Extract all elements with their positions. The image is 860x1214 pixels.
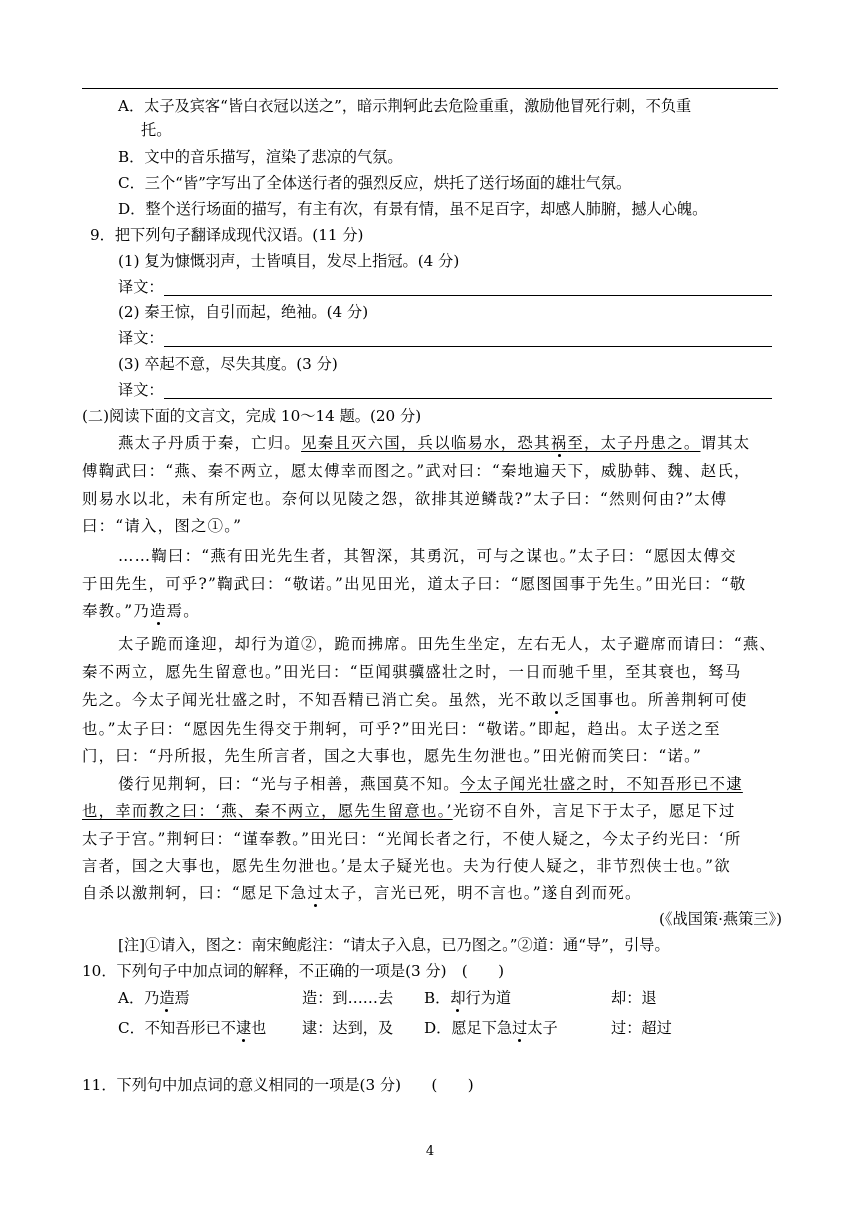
- q10-option-d: D．愿足下急过太子: [424, 1019, 558, 1037]
- q9-answer-blank-3[interactable]: [164, 398, 772, 399]
- q9-sentence-3: (3) 卒起不意，尽失其度。(3 分): [118, 355, 338, 373]
- passage-p4-line3: 太子于宫。”荆轲曰：“谨奉教。”田光曰：“光闻长者之行，不使人疑之，今太子约光曰：‘所: [82, 830, 742, 848]
- passage-p1-line4: 曰：“请入，图之①。”: [82, 517, 243, 535]
- passage-p4-line5: 自杀以激荆轲，曰：“愿足下急过太子，言光已死，明不言也。”遂自刭而死。: [82, 884, 642, 902]
- q9-sentence-1: (1) 复为慷慨羽声，士皆嗔目，发尽上指冠。(4 分): [118, 252, 460, 270]
- passage-p1-line1: 燕太子丹质于秦，亡归。见秦且灭六国，兵以临易水，恐其祸至，太子丹患之。谓其太: [118, 434, 751, 452]
- q10-option-a-gloss: 造：到……去: [302, 989, 394, 1007]
- q9-answer-label-2: 译文：: [118, 329, 164, 347]
- passage-p4-line4: 言者，国之大事也，愿先生勿泄也。’是太子疑光也。夫为行使人疑之，非节烈侠士也。”欲: [82, 857, 731, 875]
- passage-p2-line2: 于田先生，可乎?”鞫武曰：“敬诺。”出见田光，道太子曰：“愿图国事于先生。”田光曰：“敬: [82, 575, 747, 593]
- header-rule: [82, 88, 778, 89]
- q8-option-a-line2: 托。: [141, 121, 172, 139]
- passage-p1-line2: 傅鞫武曰：“燕、秦不两立，愿太傅幸而图之。”武对曰：“秦地遍天下，威胁韩、魏、赵氏，: [82, 462, 751, 480]
- section2-title: (二)阅读下面的文言文，完成 10～14 题。(20 分): [82, 407, 422, 425]
- passage-p3-line3: 先之。今太子闻光壮盛之时，不知吾精已消亡矣。虽然，光不敢以乏国事也。所善荆轲可使: [82, 691, 748, 709]
- q10-option-c: C．不知吾形已不逮也: [118, 1019, 267, 1037]
- q9-sentence-2: (2) 秦王惊，自引而起，绝袖。(4 分): [118, 303, 369, 321]
- passage-p3-line4: 也。”太子曰：“愿因先生得交于荆轲，可乎?”田光曰：“敬诺。”即起，趋出。太子送之至: [82, 720, 721, 738]
- q9-answer-label-3: 译文：: [118, 381, 164, 399]
- passage-p4-line1: 偻行见荆轲，曰：“光与子相善，燕国莫不知。今太子闻光壮盛之时，不知吾形已不逮: [118, 775, 743, 793]
- q8-option-c: C．三个“皆”字写出了全体送行者的强烈反应，烘托了送行场面的雄壮气氛。: [118, 174, 632, 192]
- q10-option-b: B．却行为道: [424, 989, 512, 1007]
- q9-answer-blank-1[interactable]: [164, 295, 772, 296]
- q8-option-b: B．文中的音乐描写，渲染了悲凉的气氛。: [118, 148, 403, 166]
- q9-answer-label-1: 译文：: [118, 278, 164, 296]
- q9-answer-blank-2[interactable]: [164, 346, 772, 347]
- passage-p3-line5: 门，曰：“丹所报，先生所言者，国之大事也，愿先生勿泄也。”田光俯而笑曰：“诺。”: [82, 747, 703, 765]
- q8-option-d: D．整个送行场面的描写，有主有次，有景有情，虽不足百字，却感人肺腑，撼人心魄。: [118, 200, 708, 218]
- q11-title: 11．下列句中加点词的意义相同的一项是(3 分) ( ): [82, 1076, 474, 1094]
- passage-p4-line2: 也，幸而教之曰：‘燕、秦不两立，愿先生留意也。’光窃不自外，言足下于太子，愿足下过: [82, 802, 736, 820]
- q9-title: 9．把下列句子翻译成现代汉语。(11 分): [90, 226, 364, 244]
- passage-p3-line2: 秦不两立，愿先生留意也。”田光曰：“臣闻骐骥盛壮之时，一日而驰千里，至其衰也，驽马: [82, 663, 742, 681]
- q10-title: 10．下列句子中加点词的解释，不正确的一项是(3 分) ( ): [82, 962, 505, 980]
- q10-option-c-gloss: 逮：达到，及: [302, 1019, 394, 1037]
- passage-p1-line3: 则易水以北，未有所定也。奈何以见陵之怨，欲排其逆鳞哉?”太子曰：“然则何由?”太傅: [82, 490, 728, 508]
- page-number: 4: [425, 1144, 435, 1159]
- q8-option-a-line1: A．太子及宾客“皆白衣冠以送之”，暗示荆轲此去危险重重，激励他冒死行刺，不负重: [118, 97, 692, 115]
- passage-p2-line1: ……鞫曰：“燕有田光先生者，其智深，其勇沉，可与之谋也。”太子曰：“愿因太傅交: [118, 547, 737, 565]
- passage-source: (《战国策·燕策三》): [659, 910, 782, 928]
- passage-p3-line1: 太子跪而逢迎，却行为道②，跪而拂席。田先生坐定，左右无人，太子避席而请曰：“燕、: [118, 635, 777, 653]
- q10-option-d-gloss: 过：超过: [611, 1019, 672, 1037]
- annotation-note: [注]①请入，图之：南宋鲍彪注：“请太子入息，已乃图之。”②道：通“导”，引导。: [118, 936, 670, 954]
- passage-p2-line3: 奉教。”乃造焉。: [82, 602, 200, 620]
- q10-option-a: A．乃造焉: [118, 989, 190, 1007]
- q10-option-b-gloss: 却：退: [611, 989, 657, 1007]
